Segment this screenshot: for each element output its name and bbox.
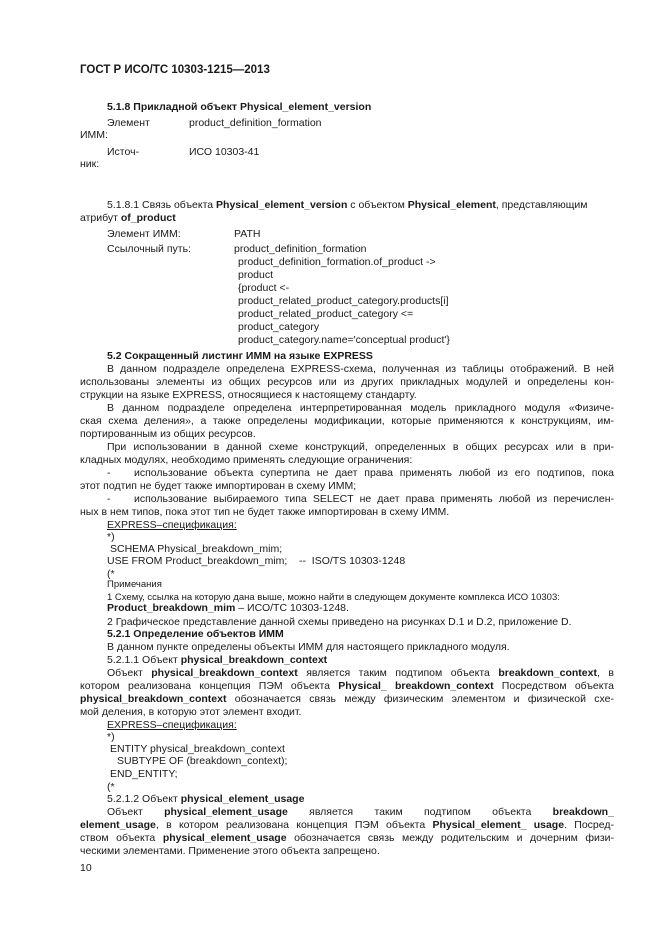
entity-name: Physical_element_version — [216, 199, 348, 211]
entity-name: Physical_ breakdown_context — [338, 680, 494, 692]
paragraph-line: В данном пункте определены объекты ИММ для настоящего прикладного модуля. — [107, 641, 510, 653]
text: ством объекта — [80, 832, 163, 844]
express-spec-label: EXPRESS–спецификация: — [107, 719, 237, 731]
ref-path-line: product_related_product_category.products[i] — [238, 295, 449, 307]
text: . Посред- — [564, 819, 614, 831]
text: Посредством объекта — [493, 680, 614, 692]
ref-path-line: product_category.name='conceptual product'} — [238, 334, 450, 346]
entity-name: physical_breakdown_context — [180, 654, 328, 666]
note-2: 2 Графическое представление данной схемы приведено на рисунках D.1 и D.2, приложение D. — [107, 616, 572, 628]
paragraph-line: ных в нем типов, пока этот тип не будет также импортирован в схему ИММ. — [80, 506, 450, 518]
code-line: USE FROM Product_breakdown_mim; -- ISO/TS 10303-1248 — [107, 555, 406, 567]
text: таким — [374, 806, 403, 818]
text: объекта — [492, 806, 532, 818]
section-5-1-8-title: 5.1.8 Прикладной объект Physical_element_version — [107, 101, 372, 113]
text: атрибут — [80, 212, 121, 224]
paragraph-line: ческими элементами. Применение этого объекта запрещено. — [80, 845, 380, 857]
text: Объект — [107, 806, 143, 818]
mim-element-label: Элемент ИММ: — [107, 228, 181, 240]
notes-title: Примечания — [107, 579, 162, 590]
entity-name: breakdown_context — [498, 667, 597, 679]
entity-name: physical_element_usage — [164, 806, 288, 818]
paragraph-line: использованы элементы из общих ресурсов или из других прикладных модулей и определены кон- — [80, 376, 614, 388]
text: 5.2.1.2 Объект — [107, 793, 181, 805]
ref-path-line: product_related_product_category <= — [238, 308, 414, 320]
reference-path-label: Ссылочный путь: — [107, 243, 191, 255]
text: Объект — [107, 667, 152, 679]
ref-path-line: product — [238, 269, 274, 281]
element-label-cont: ИММ: — [80, 129, 108, 141]
code-line: *) — [107, 731, 115, 743]
text: является — [309, 806, 354, 818]
section-5-1-8-1-line2 — [80, 212, 176, 225]
entity-name: physical_breakdown_context — [80, 693, 227, 705]
section-5-2-1-2-title — [107, 793, 304, 806]
text: обозначается связь между физическим элементом и физической схе- — [226, 693, 614, 705]
code-line: SUBTYPE OF (breakdown_context); — [117, 755, 288, 767]
element-label: Элемент — [107, 117, 150, 129]
paragraph-line — [80, 819, 614, 832]
text: 5.1.8.1 Связь объекта — [107, 199, 217, 211]
text: , в котором реализована концепция ПЭМ объекта — [155, 819, 433, 831]
code-line: SCHEMA Physical_breakdown_mim; — [110, 543, 283, 555]
schema-name: Product_breakdown_mim — [107, 602, 236, 614]
code-line: ENTITY physical_breakdown_context — [110, 743, 285, 755]
text: котором реализована концепция ПЭМ объекта — [80, 680, 339, 692]
paragraph-line — [107, 806, 614, 819]
ref-path-line: product_definition_formation — [234, 243, 367, 255]
entity-name: breakdown_ — [552, 806, 614, 818]
note-1-reference — [107, 602, 349, 615]
section-5-1-8-1-intro — [107, 199, 588, 212]
mim-element-value: PATH — [234, 228, 261, 240]
text: , представляющим — [495, 199, 588, 211]
page-number: 10 — [80, 862, 92, 874]
paragraph-line: При использовании в данной схеме конструкций, определенных в общих ресурсах или в при- — [107, 441, 614, 453]
entity-name: Physical_element — [407, 199, 496, 211]
element-value: product_definition_formation — [189, 117, 322, 129]
paragraph-line: кладных модулях, необходимо применять следующие ограничения: — [80, 454, 413, 466]
entity-name: physical_element_usage — [162, 832, 287, 844]
entity-name: element_usage — [80, 819, 156, 831]
text: подтипом — [424, 806, 471, 818]
code-line: (* — [107, 781, 115, 793]
paragraph-line — [107, 667, 614, 680]
attribute-name: of_product — [120, 212, 176, 224]
code-line: END_ENTITY; — [110, 768, 178, 780]
text: , в — [596, 667, 614, 679]
source-label-cont: ник: — [80, 158, 100, 170]
entity-name: physical_element_usage — [180, 793, 305, 805]
paragraph-line: струкции на языке EXPRESS, относящиеся к настоящему стандарту. — [80, 389, 417, 401]
bullet-mark: - — [107, 467, 111, 479]
paragraph-line — [80, 693, 614, 706]
source-label: Источ- — [107, 146, 140, 158]
express-spec-label: EXPRESS–спецификация: — [107, 519, 237, 531]
paragraph-line: портированным из общих ресурсов. — [80, 428, 256, 440]
paragraph-line — [80, 832, 614, 845]
text: обозначается связь между родительским и дочерним физи- — [286, 832, 615, 844]
section-5-2-1-title: 5.2.1 Определение объектов ИММ — [107, 628, 284, 640]
paragraph-line: этот подтип не будет также импортирован в схему ИММ; — [80, 480, 357, 492]
paragraph-line: В данном подразделе определена интерпретированная модель прикладного модуля «Физиче- — [107, 402, 614, 414]
text: является таким подтипом объекта — [297, 667, 499, 679]
paragraph-line: использование выбираемого типа SELECT не дает права применять любой из перечислен- — [134, 493, 614, 505]
paragraph-line: ская схема деления», а также определены модификации, которые применяются к конструкциям, им- — [80, 415, 614, 427]
text: с объектом — [347, 199, 408, 211]
text: 5.2.1.1 Объект — [107, 654, 181, 666]
document-header: ГОСТ Р ИСО/ТС 10303-1215—2013 — [80, 64, 270, 76]
code-line: *) — [107, 531, 115, 543]
ref-path-line: product_category — [238, 321, 320, 333]
note-1: 1 Схему, ссылка на которую дана выше, можно найти в следующем документе комплекса ИСО 10303: — [107, 592, 560, 603]
entity-name: physical_breakdown_context — [151, 667, 298, 679]
bullet-mark: - — [107, 493, 111, 505]
text: – ИСО/ТС 10303-1248. — [235, 602, 349, 614]
paragraph-line: мой деления, в которую этот элемент входит. — [80, 706, 302, 718]
paragraph-line — [80, 680, 614, 693]
paragraph-line: использование объекта супертипа не дает права применять любой из его подтипов, пока — [134, 467, 614, 479]
section-5-2-1-1-title — [107, 654, 327, 667]
ref-path-line: {product <- — [238, 282, 290, 294]
code-line: (* — [107, 568, 115, 580]
source-value: ИСО 10303-41 — [189, 146, 260, 158]
paragraph-line: В данном подразделе определена EXPRESS-схема, полученная из таблицы отображений. В ней — [107, 363, 614, 375]
section-5-2-title: 5.2 Сокращенный листинг ИММ на языке EXPRESS — [107, 350, 373, 362]
entity-name: Physical_element_ usage — [432, 819, 565, 831]
ref-path-line: product_definition_formation.of_product -> — [238, 256, 436, 268]
